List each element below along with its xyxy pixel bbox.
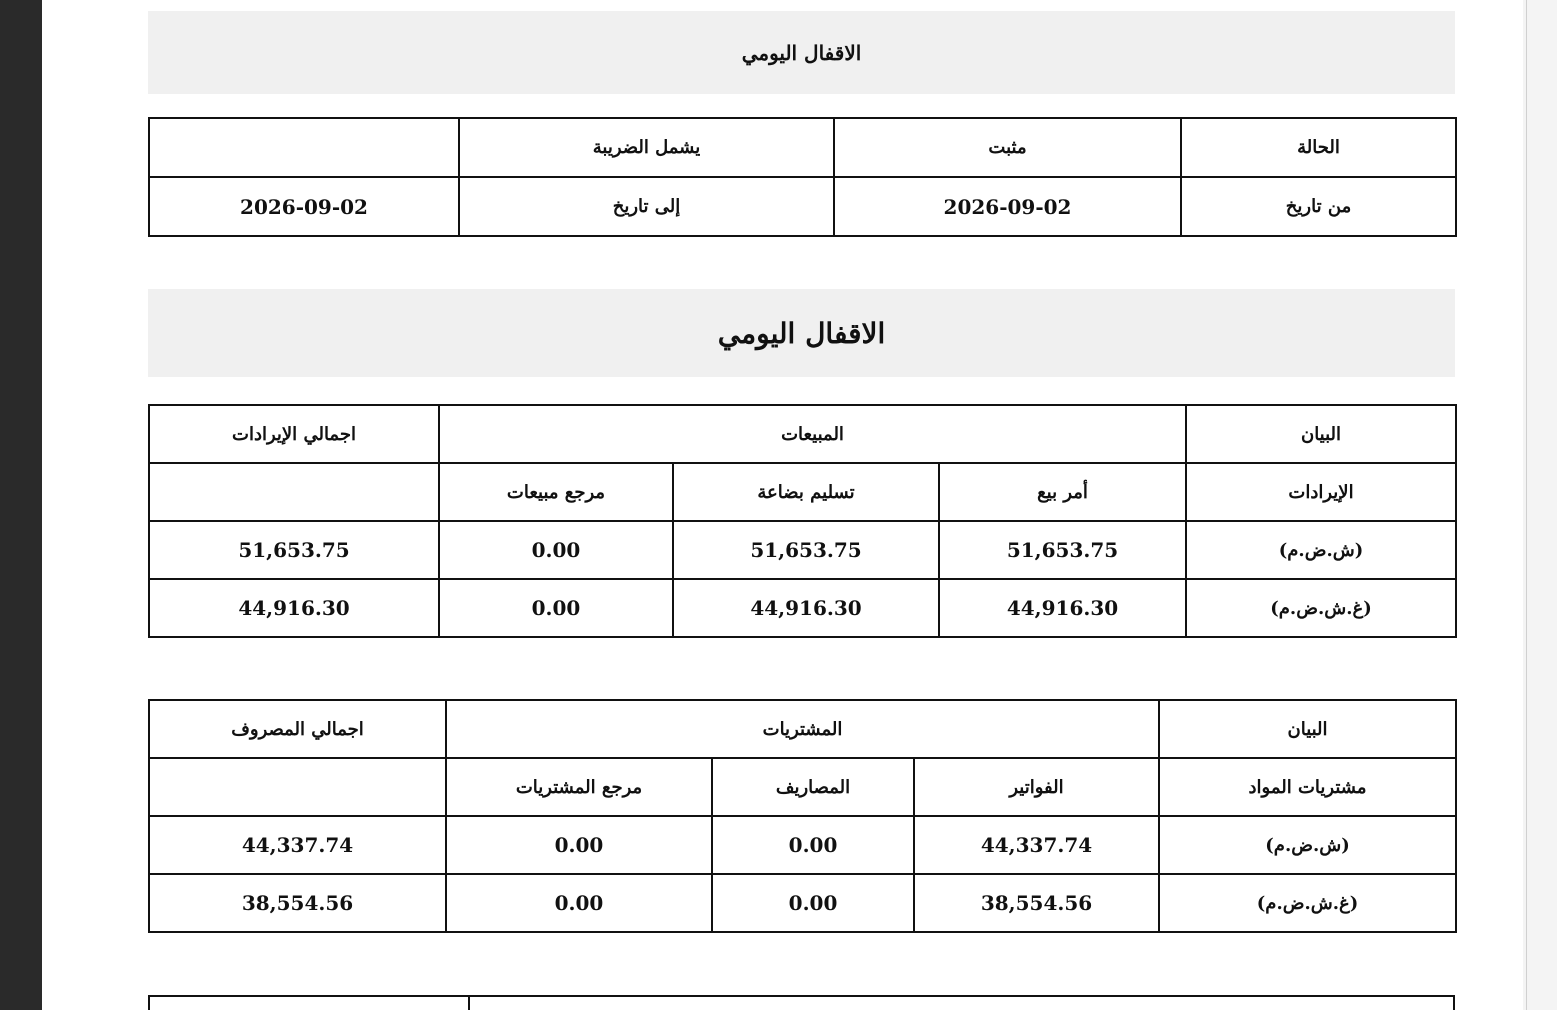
table-cell: 51,653.75 (939, 521, 1186, 579)
row-label: (ش.ض.م) (1159, 816, 1456, 874)
tax-label: يشمل الضريبة (459, 118, 834, 177)
column-header: مرجع مبيعات (439, 463, 673, 521)
from-date-value: 2026-09-02 (834, 177, 1181, 236)
status-value: مثبت (834, 118, 1181, 177)
table-cell: 0.00 (439, 579, 673, 637)
table-cell: 0.00 (439, 521, 673, 579)
table-row (149, 579, 1456, 637)
table-cell: 0.00 (712, 874, 914, 932)
row-total: 44,337.74 (149, 816, 446, 874)
sales-group-header: المبيعات (439, 405, 1186, 463)
expense-row-label: مشتريات المواد (1159, 758, 1456, 816)
table-cell: 44,916.30 (939, 579, 1186, 637)
tax-value (149, 118, 459, 177)
report-page (42, 0, 1523, 1010)
table-row (149, 700, 1456, 758)
table-cell: 0.00 (446, 816, 712, 874)
row-label: (ش.ض.م) (1186, 521, 1456, 579)
next-table-partial (148, 995, 1455, 1010)
row-total: 51,653.75 (149, 521, 439, 579)
table-row (149, 177, 1456, 236)
table-cell: 0.00 (712, 816, 914, 874)
table-row (149, 405, 1456, 463)
table-row (149, 758, 1456, 816)
table-row (149, 816, 1456, 874)
table-row (149, 118, 1456, 177)
total-revenue-header: اجمالي الإيرادات (149, 405, 439, 463)
column-header: الفواتير (914, 758, 1159, 816)
row-total: 44,916.30 (149, 579, 439, 637)
page-edge-line (1526, 0, 1527, 1010)
row-total: 38,554.56 (149, 874, 446, 932)
purchases-group-header: المشتريات (446, 700, 1159, 758)
row-label: (غ.ش.ض.م) (1186, 579, 1456, 637)
statement-header: البيان (1186, 405, 1456, 463)
total-expense-header: اجمالي المصروف (149, 700, 446, 758)
table-row (149, 874, 1456, 932)
revenue-table (148, 404, 1457, 638)
to-date-value: 2026-09-02 (149, 177, 459, 236)
statement-header: البيان (1159, 700, 1456, 758)
row-label: (غ.ش.ض.م) (1159, 874, 1456, 932)
column-header: أمر بيع (939, 463, 1186, 521)
status-label: الحالة (1181, 118, 1456, 177)
report-info-table (148, 117, 1457, 237)
from-date-label: من تاريخ (1181, 177, 1456, 236)
to-date-label: إلى تاريخ (459, 177, 834, 236)
expenses-table (148, 699, 1457, 933)
table-cell: 44,337.74 (914, 816, 1159, 874)
table-row (149, 521, 1456, 579)
column-header: مرجع المشتريات (446, 758, 712, 816)
column-header: المصاريف (712, 758, 914, 816)
table-cell: 38,554.56 (914, 874, 1159, 932)
report-title-large: الاقفال اليومي (148, 289, 1455, 377)
revenue-row-label: الإيرادات (1186, 463, 1456, 521)
table-cell: 0.00 (446, 874, 712, 932)
column-header: تسليم بضاعة (673, 463, 939, 521)
viewer-right-margin (1523, 0, 1557, 1010)
report-title-small: الاقفال اليومي (148, 11, 1455, 94)
table-row (149, 463, 1456, 521)
empty-cell (149, 758, 446, 816)
next-table-divider (468, 995, 470, 1010)
empty-cell (149, 463, 439, 521)
table-cell: 51,653.75 (673, 521, 939, 579)
table-cell: 44,916.30 (673, 579, 939, 637)
